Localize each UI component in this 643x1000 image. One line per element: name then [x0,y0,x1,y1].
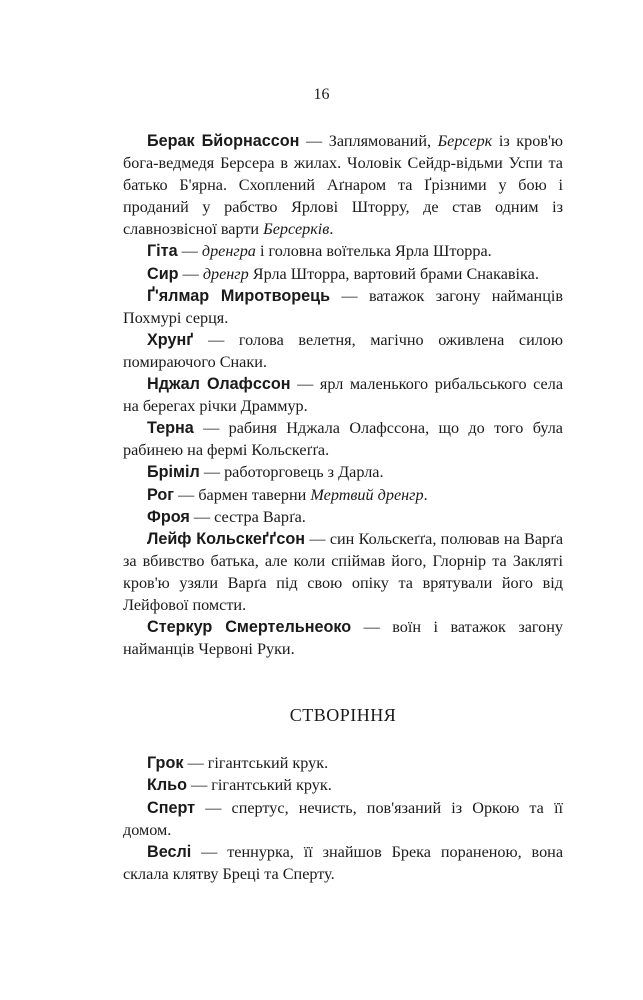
glossary-entry [123,329,563,373]
entry-name: Лейф Кольскеґґсон [147,529,306,548]
entry-name: Фроя [147,507,190,526]
glossary-entry [123,484,563,506]
glossary-entry [123,240,563,262]
entry-text: воїн і ватажок загону найманців Червоні Руки. [123,618,563,659]
entry-text: із кров'ю бога-ведмедя Берсера в жилах. Чоловік Сейдр-відьми Успи та батько Б'ярна. Схоплений Аґнаром та Ґрізними у бою і проданий у рабство Ярлові Шторру, де став одним із славнозвісної варти [123,132,563,239]
glossary-entry [123,285,563,329]
entry-text: ярл маленького рибальського села на берегах річки Драммур. [123,375,563,416]
creature-list [123,752,563,885]
entry-dash: — [199,463,225,482]
glossary-entry [123,774,563,796]
entry-dash: — [193,419,229,438]
entry-text: гігантський крук. [207,754,329,773]
entry-text: теннурка, її знайшов Брека пораненою, вона склала клятву Бреці та Сперту. [123,842,564,883]
entry-name: Рог [147,485,175,504]
entry-dash: — [193,330,239,349]
entry-text: . [329,220,334,239]
entry-dash: — [177,242,202,261]
entry-dash: — [191,842,228,861]
entry-name: Берак Бйорнассон [147,132,300,150]
entry-text: ватажок загону найманців Похмурі серця. [123,286,563,327]
entry-name: Кльо [147,776,188,795]
entry-text: і головна воїтелька Ярла Шторра. [255,242,492,261]
entry-dash: — [290,375,320,394]
entry-dash: — [187,776,212,795]
entry-dash: — [305,529,330,548]
glossary-entry [123,752,563,774]
entry-dash: — [299,132,329,150]
entry-text: син Кольскеґґа, полював на Варґа за вбивство батька, але коли спіймав його, Глорнір та Закляті кров'ю узяли Варґа під свою опіку та врятували його від Лейфової помсти. [123,529,564,614]
entry-text: сестра Варґа. [214,507,306,526]
entry-text: бармен таверни [198,485,311,504]
entry-name: Бріміл [147,463,200,482]
entry-text: . [423,485,428,504]
entry-text: Заплямований, [328,132,438,150]
glossary-entry [123,506,563,528]
entry-dash: — [330,286,369,305]
entry-dash: — [189,507,215,526]
glossary-entry [123,616,563,660]
entry-dash: — [195,798,232,817]
entry-text: голова велетня, магічно оживлена силою помираючого Снаки. [123,330,563,371]
entry-text: гігантський крук. [211,776,332,795]
entry-italic-text: дренгра [201,242,256,261]
glossary-entry [123,130,563,240]
entry-italic-text: дренгр [202,264,249,283]
entry-name: Нджал Олафссон [147,375,291,394]
entry-text: рабиня Нджала Олафссона, що до того була рабинею на фермі Кольскеґґа. [123,419,563,460]
glossary-entry [123,417,563,461]
entry-dash: — [174,485,199,504]
entry-dash: — [183,754,208,773]
character-list [123,130,563,660]
entry-name: Хрунґ [147,330,194,349]
entry-name: Терна [147,419,194,438]
glossary-entry [123,263,563,285]
entry-text: спертус, нечисть, пов'язаний із Оркою та її домом. [123,798,563,839]
entry-text: Ярла Шторра, вартовий брами Снакавіка. [248,264,539,283]
entry-name: Веслі [147,842,192,861]
entry-dash: — [351,618,393,637]
page-text [123,130,563,885]
entry-name: Стеркур Смертельнеоко [147,618,352,637]
glossary-entry [123,841,563,885]
entry-italic-text: Берсерків [263,220,330,239]
entry-name: Сперт [147,798,196,817]
section-title: СТВОРІННЯ [289,705,397,726]
entry-name: Грок [147,754,184,773]
entry-italic-text: Берсерк [437,132,493,150]
glossary-entry [123,797,563,841]
glossary-entry [123,373,563,417]
glossary-entry [123,461,563,483]
entry-name: Гіта [147,242,178,261]
entry-text: работорговець з Дарла. [224,463,384,482]
entry-name: Сир [147,264,179,283]
entry-italic-text: Мертвий дренгр [310,485,424,504]
entry-dash: — [178,264,203,283]
entry-name: Ґ'ялмар Миротворець [147,286,331,305]
glossary-entry [123,528,563,616]
page-number: 16 [313,86,330,103]
